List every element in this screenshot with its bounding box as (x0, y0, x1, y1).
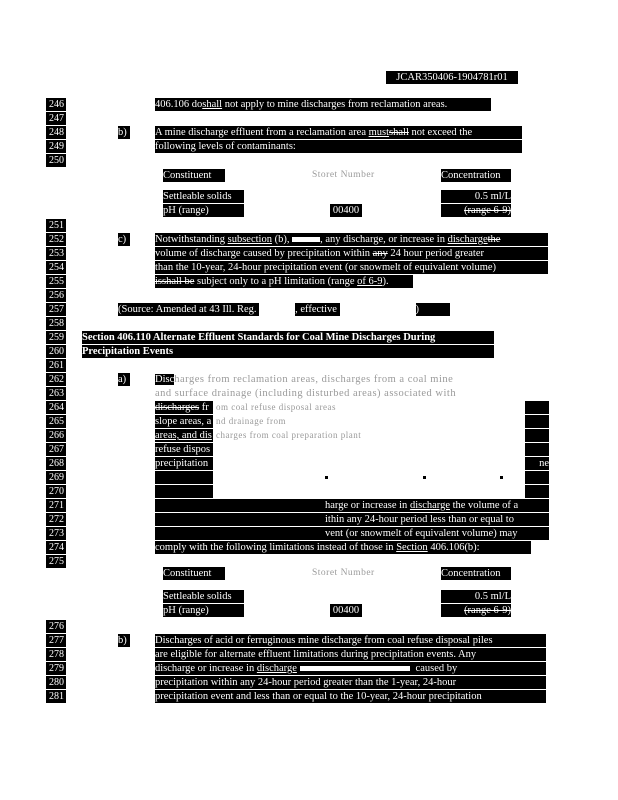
section-heading-cont: Precipitation Events (82, 345, 494, 358)
text-line-254: than the 10-year, 24-hour precipitation event (or snowmelt of equivalent volume) (155, 261, 548, 274)
table-header-storet: Storet Number (312, 170, 375, 180)
faded-text: and surface drainage (including disturbed areas) associated with (155, 388, 457, 399)
faded-text: charges from coal preparation plant (216, 430, 362, 440)
deleted-text: is (155, 276, 163, 287)
redacted-bar (155, 499, 325, 512)
line-number: 254 (46, 261, 66, 274)
text-run: 406.106(b): (427, 542, 480, 553)
text-run: subject only to a pH limitation (range (194, 276, 358, 287)
inserted-text: areas, and dis (155, 430, 212, 441)
text-line-274 (155, 541, 531, 554)
text-line-246 (155, 98, 491, 111)
text-run: ). (382, 276, 389, 287)
text-line-248 (155, 126, 522, 139)
text-line-278: are eligible for alternate effluent limitations during precipitation events. Any (155, 648, 546, 661)
line-number: 272 (46, 513, 66, 526)
subsection-label-c: c) (118, 233, 130, 246)
faded-text: nd drainage from (216, 416, 286, 426)
line-number: 251 (46, 219, 66, 232)
line-number: 277 (46, 634, 66, 647)
text-line-249: following levels of contaminants: (155, 140, 522, 153)
text-run: 406.106 do (155, 99, 203, 110)
inserted-text: discharges (155, 402, 200, 413)
table-cell-concentration: 0.5 ml/L (441, 590, 511, 603)
text-line-255 (155, 275, 413, 288)
table-cell-constituent: pH (range) (163, 204, 244, 217)
line-number: 258 (46, 317, 66, 330)
text-line-279 (155, 662, 546, 675)
line-number: 280 (46, 676, 66, 689)
line-number: 250 (46, 154, 66, 167)
redacted-bar: ne (525, 457, 549, 470)
text-run: A mine discharge effluent from a reclamation area (155, 127, 369, 138)
text-run: , any discharge, or increase in (320, 234, 448, 245)
table-cell-concentration: 0.5 ml/L (441, 190, 511, 203)
table-cell-storet: 00400 (330, 604, 362, 617)
line-number: 259 (46, 331, 66, 344)
blank-field (259, 303, 295, 316)
line-number: 265 (46, 415, 66, 428)
redacted-bar (525, 485, 549, 498)
redaction-mark (292, 237, 320, 242)
line-number: 276 (46, 620, 66, 633)
inserted-text: Section (396, 542, 428, 553)
text-line-252 (155, 233, 548, 246)
subsection-label-b: b) (118, 634, 130, 647)
section-heading: Section 406.110 Alternate Effluent Standards for Coal Mine Discharges During (82, 331, 494, 344)
source-note (118, 303, 450, 316)
redaction-mark (300, 666, 410, 671)
line-number: 266 (46, 429, 66, 442)
line-number: 255 (46, 275, 66, 288)
table-cell-concentration: (range 6-9) (441, 604, 511, 617)
line-number: 248 (46, 126, 66, 139)
line-number: 257 (46, 303, 66, 316)
line-number: 278 (46, 648, 66, 661)
line-number: 268 (46, 457, 66, 470)
document-id: JCAR350406-1904781r01 (386, 71, 518, 84)
line-number: 279 (46, 662, 66, 675)
faded-text: harges from reclamation areas, discharges from a coal mine (174, 374, 454, 385)
line-number: 249 (46, 140, 66, 153)
text-line-264 (155, 401, 213, 414)
line-number: 262 (46, 373, 66, 386)
table-header-storet: Storet Number (312, 568, 375, 578)
dot-mark (423, 476, 426, 479)
deleted-text: any (372, 248, 388, 259)
text-run: ) (415, 304, 420, 315)
line-number: 263 (46, 387, 66, 400)
text-line-271 (325, 499, 549, 512)
text-run: not apply to mine discharges from reclamation areas. (222, 99, 448, 110)
text-line-272: ithin any 24-hour period less than or equal to (325, 513, 549, 526)
table-header-constituent: Constituent (163, 567, 225, 580)
inserted-text: subsection (227, 234, 272, 245)
line-number: 261 (46, 359, 66, 372)
text-run: , effective (295, 304, 340, 315)
dot-mark (500, 476, 503, 479)
text-line-273: vent (or snowmelt of equivalent volume) may (325, 527, 549, 540)
text-run: fr (199, 402, 209, 413)
text-run: comply with the following limitations instead of those in (155, 542, 397, 553)
line-number: 252 (46, 233, 66, 246)
text-line-266 (155, 429, 213, 442)
text-run: Disc (155, 374, 175, 385)
table-header-concentration: Concentration (441, 169, 511, 182)
text-run: (b), (271, 234, 293, 245)
redacted-bar (525, 429, 549, 442)
redacted-bar (155, 527, 325, 540)
text-run: volume of discharge caused by precipitation within (155, 248, 373, 259)
line-number: 264 (46, 401, 66, 414)
redacted-bar (155, 513, 325, 526)
text-line-262 (155, 373, 549, 386)
text-run: (Source: Amended at 43 Ill. Reg. (118, 304, 260, 315)
table-cell-concentration: (range 6-9) (441, 204, 511, 217)
redacted-bar (155, 485, 213, 498)
text-run: not exceed the (408, 127, 473, 138)
text-line-281: precipitation event and less than or equal to the 10-year, 24-hour precipitation (155, 690, 546, 703)
blank-field (340, 303, 416, 316)
redacted-bar (155, 471, 213, 484)
line-number: 247 (46, 112, 66, 125)
text-line-280: precipitation within any 24-hour period greater than the 1-year, 24-hour (155, 676, 546, 689)
text-line-267: refuse dispos (155, 443, 213, 456)
table-cell-constituent: pH (range) (163, 604, 244, 617)
text-run: caused by (412, 663, 458, 674)
inserted-text: discharge (409, 500, 450, 511)
line-number: 275 (46, 555, 66, 568)
subsection-label-a: a) (118, 373, 130, 386)
text-run: the volume of a (449, 500, 519, 511)
inserted-text: shall (202, 99, 223, 110)
text-run: harge or increase in (325, 500, 410, 511)
table-cell-constituent: Settleable solids (163, 190, 244, 203)
text-line-265: slope areas, a (155, 416, 212, 427)
line-number: 270 (46, 485, 66, 498)
line-number: 273 (46, 527, 66, 540)
redacted-bar (525, 415, 549, 428)
text-run: Notwithstanding (155, 234, 228, 245)
inserted-text: discharge (447, 234, 488, 245)
inserted-text: discharge (256, 663, 297, 674)
line-number: 269 (46, 471, 66, 484)
text-line-253 (155, 247, 548, 260)
line-number: 271 (46, 499, 66, 512)
dot-mark (325, 476, 328, 479)
faded-text: om coal refuse disposal areas (216, 402, 336, 412)
line-number: 246 (46, 98, 66, 111)
subsection-label-b: b) (118, 126, 130, 139)
line-number: 267 (46, 443, 66, 456)
text-run: 24 hour period greater (387, 248, 485, 259)
table-cell-constituent: Settleable solids (163, 590, 244, 603)
text-run: discharge or increase in (155, 663, 257, 674)
redacted-bar (525, 401, 549, 414)
redacted-bar (525, 443, 549, 456)
deleted-text: shall (389, 127, 409, 138)
line-number: 256 (46, 289, 66, 302)
text-line-263 (155, 387, 549, 400)
deleted-text: the (487, 234, 501, 245)
redacted-bar (525, 471, 549, 484)
table-header-concentration: Concentration (441, 567, 511, 580)
line-number: 281 (46, 690, 66, 703)
table-cell-storet: 00400 (330, 204, 362, 217)
line-number: 260 (46, 345, 66, 358)
line-number: 274 (46, 541, 66, 554)
text-line-277: Discharges of acid or ferruginous mine discharge from coal refuse disposal piles (155, 634, 546, 647)
inserted-text: of 6-9 (357, 276, 383, 287)
line-number: 253 (46, 247, 66, 260)
table-header-constituent: Constituent (163, 169, 225, 182)
inserted-text: must (368, 127, 390, 138)
deleted-text: shall be (162, 276, 195, 287)
text-line-268: precipitation (155, 457, 213, 470)
